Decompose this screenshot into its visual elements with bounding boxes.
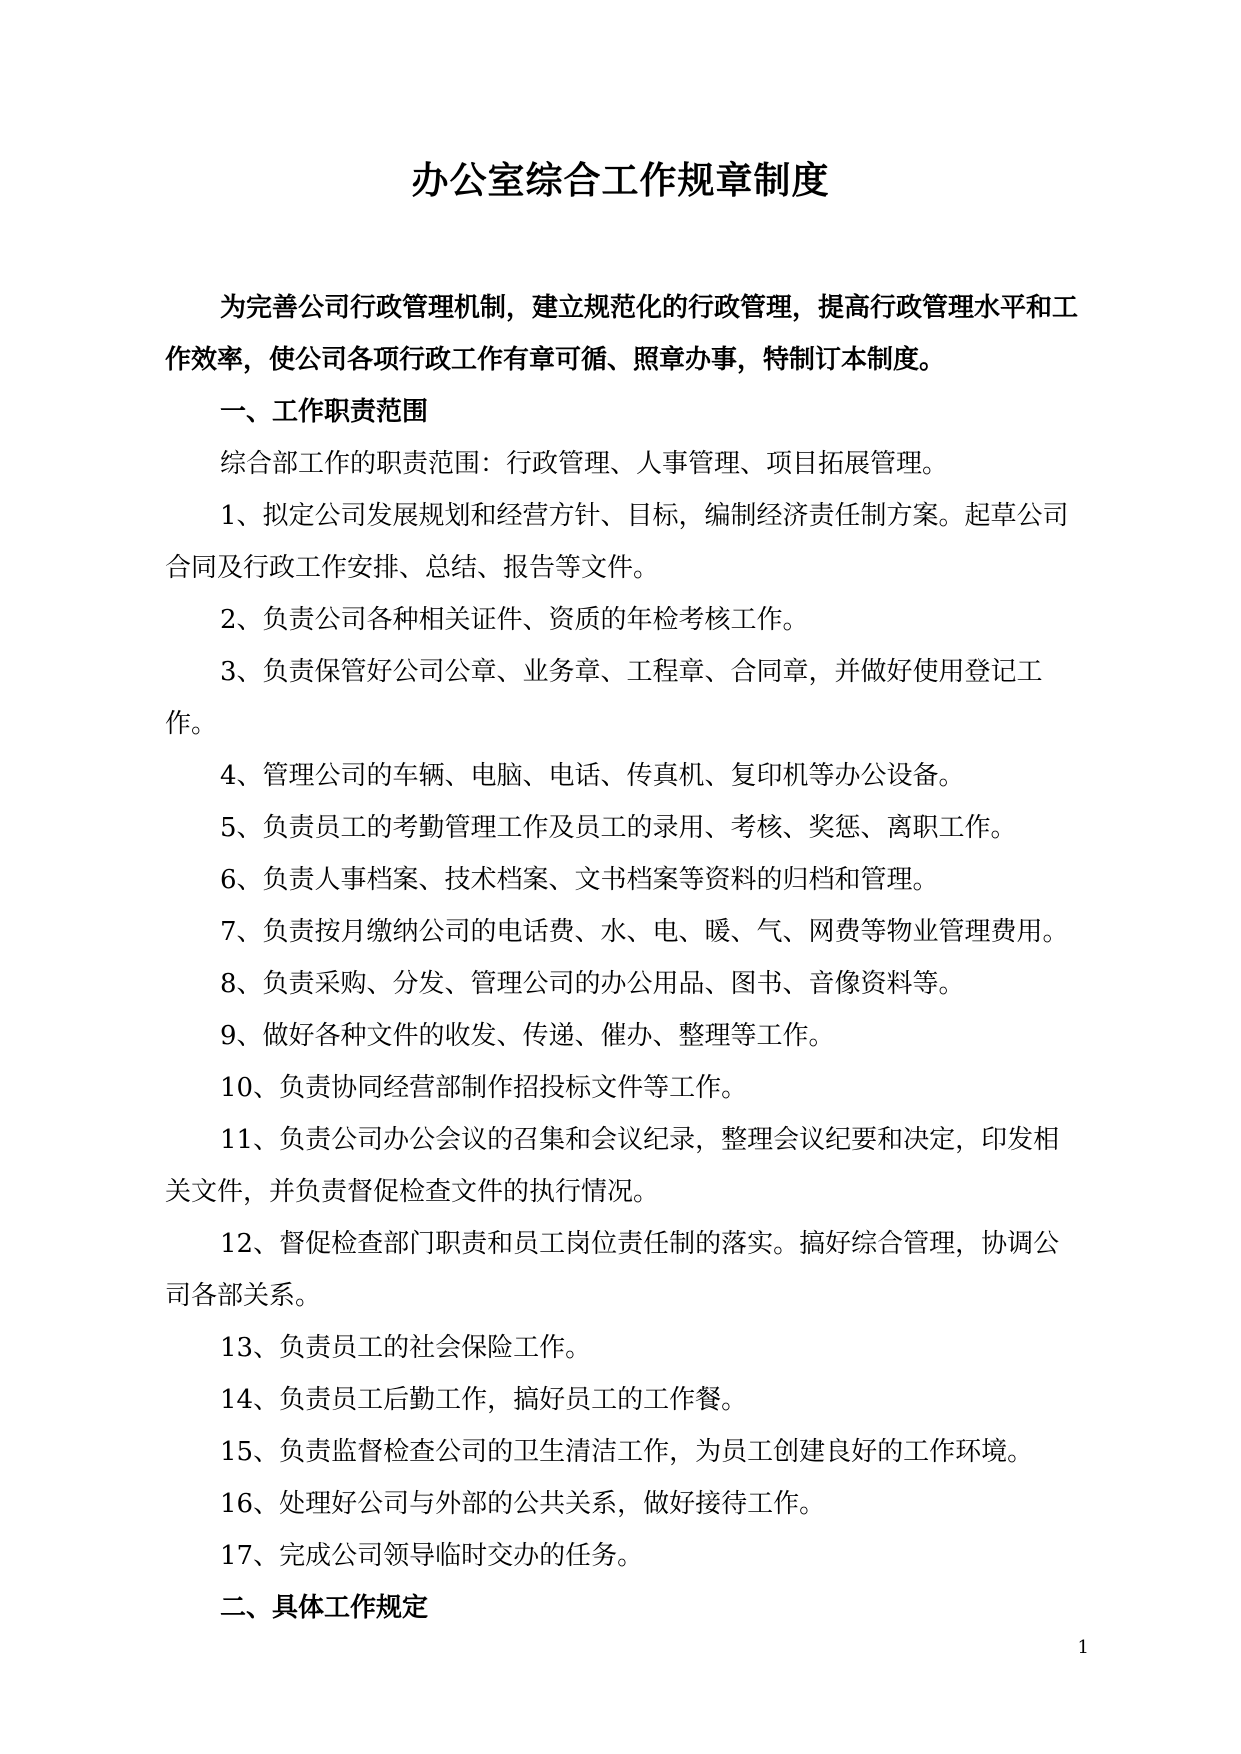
section-heading-2: 二、具体工作规定 [220,1593,429,1623]
document-body [165,282,1085,1634]
list-item: 4、管理公司的车辆、电脑、电话、传真机、复印机等办公设备。 [220,761,965,791]
list-item: 2、负责公司各种相关证件、资质的年检考核工作。 [220,605,809,635]
page-number: 1 [1077,1637,1089,1658]
list-item: 1、拟定公司发展规划和经营方针、目标，编制经济责任制方案。起草公司合同及行政工作安排、总结、报告等文件。 [165,501,1069,583]
document-title: 办公室综合工作规章制度 [411,158,830,202]
list-item: 17、完成公司领导临时交办的任务。 [220,1541,644,1571]
section-lead-paragraph: 综合部工作的职责范围：行政管理、人事管理、项目拓展管理。 [220,449,949,479]
list-item: 11、负责公司办公会议的召集和会议纪录，整理会议纪要和决定，印发相关文件，并负责督促检查文件的执行情况。 [165,1125,1060,1207]
intro-paragraph: 为完善公司行政管理机制，建立规范化的行政管理，提高行政管理水平和工作效率，使公司各项行政工作有章可循、照章办事，特制订本制度。 [165,293,1079,375]
list-item: 12、督促检查部门职责和员工岗位责任制的落实。搞好综合管理，协调公司各部关系。 [165,1229,1060,1311]
list-item: 6、负责人事档案、技术档案、文书档案等资料的归档和管理。 [220,865,939,895]
list-item: 16、处理好公司与外部的公共关系，做好接待工作。 [220,1489,826,1519]
list-item: 14、负责员工后勤工作，搞好员工的工作餐。 [220,1385,748,1415]
list-item: 7、负责按月缴纳公司的电话费、水、电、暖、气、网费等物业管理费用。 [220,917,1069,947]
list-item: 15、负责监督检查公司的卫生清洁工作，为员工创建良好的工作环境。 [220,1437,1034,1467]
list-item: 5、负责员工的考勤管理工作及员工的录用、考核、奖惩、离职工作。 [220,813,1017,843]
section-heading-1: 一、工作职责范围 [220,397,429,427]
list-item: 3、负责保管好公司公章、业务章、工程章、合同章，并做好使用登记工作。 [165,657,1043,739]
list-item: 13、负责员工的社会保险工作。 [220,1333,592,1363]
list-item: 10、负责协同经营部制作招投标文件等工作。 [220,1073,748,1103]
list-item: 9、做好各种文件的收发、传递、催办、整理等工作。 [220,1021,835,1051]
list-item: 8、负责采购、分发、管理公司的办公用品、图书、音像资料等。 [220,969,965,999]
